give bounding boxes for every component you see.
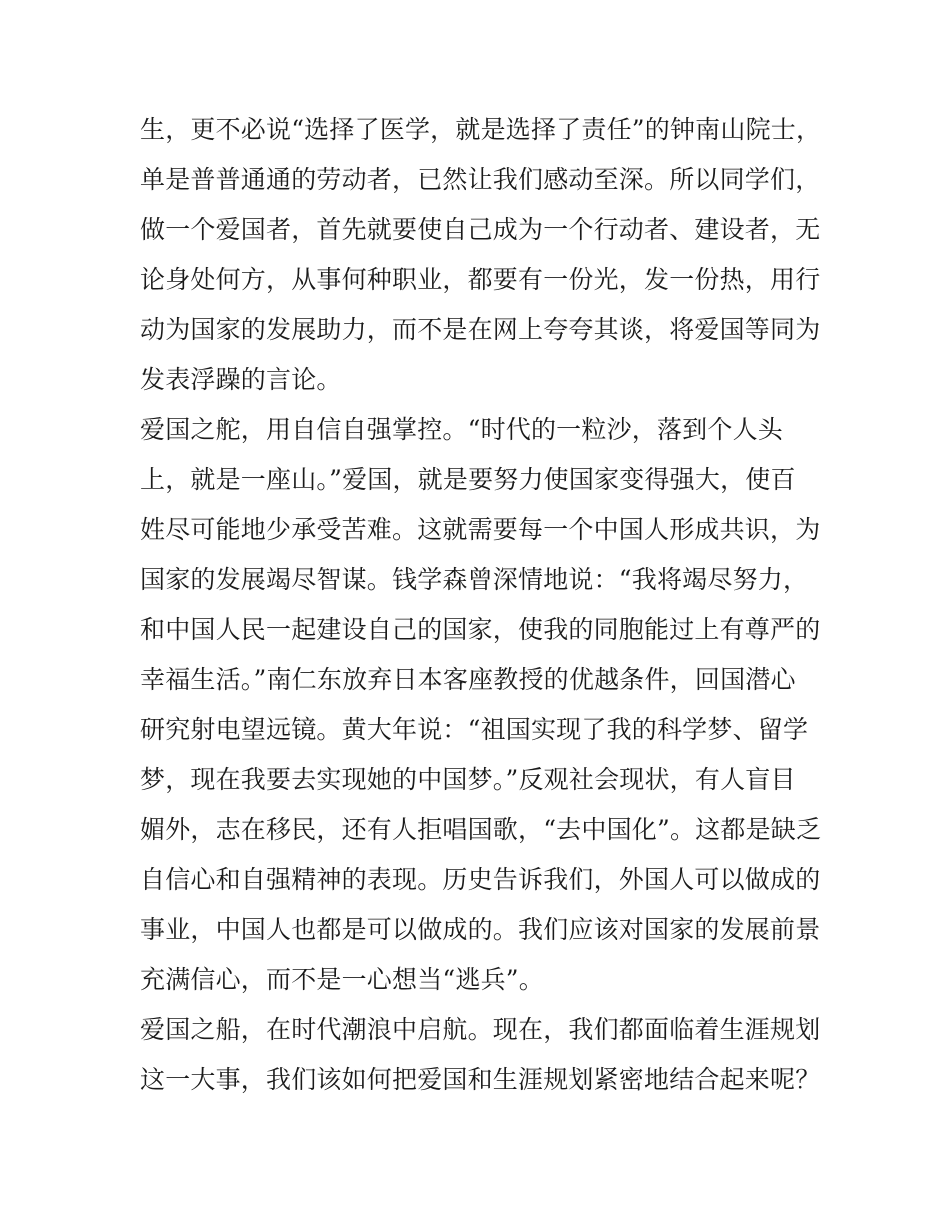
text-line: 研究射电望远镜。黄大年说：“祖国实现了我的科学梦、留学: [140, 715, 809, 744]
text-line: 生，更不必说“选择了医学，就是选择了责任”的钟南山院士，: [140, 115, 822, 144]
text-line: 幸福生活。”南仁东放弃日本客座教授的优越条件，回国潜心: [140, 665, 796, 694]
text-line: 论身处何方，从事何种职业，都要有一份光，发一份热，用行: [140, 265, 821, 294]
text-line: 爱国之舵，用自信自强掌控。“时代的一粒沙，落到个人头: [140, 415, 783, 444]
text-line: 动为国家的发展助力，而不是在网上夸夸其谈，将爱国等同为: [140, 315, 821, 344]
text-line: 梦，现在我要去实现她的中国梦。”反观社会现状，有人盲目: [140, 765, 796, 794]
text-line: 事业，中国人也都是可以做成的。我们应该对国家的发展前景: [140, 915, 821, 944]
text-line: 这一大事，我们该如何把爱国和生涯规划紧密地结合起来呢？: [140, 1065, 821, 1094]
text-line: 爱国之船，在时代潮浪中启航。现在，我们都面临着生涯规划: [140, 1015, 821, 1044]
text-line: 国家的发展竭尽智谋。钱学森曾深情地说：“我将竭尽努力，: [140, 565, 809, 594]
text-line: 媚外，志在移民，还有人拒唱国歌，“去中国化”。这都是缺乏: [140, 815, 822, 844]
text-line: 发表浮躁的言论。: [140, 365, 342, 394]
text-line: 做一个爱国者，首先就要使自己成为一个行动者、建设者，无: [140, 215, 821, 244]
text-line: 和中国人民一起建设自己的国家，使我的同胞能过上有尊严的: [140, 615, 821, 644]
text-line: 上，就是一座山。”爱国，就是要努力使国家变得强大，使百: [140, 465, 796, 494]
text-line: 自信心和自强精神的表现。历史告诉我们，外国人可以做成的: [140, 865, 821, 894]
text-line: 单是普普通通的劳动者，已然让我们感动至深。所以同学们，: [140, 165, 821, 194]
text-line: 充满信心，而不是一心想当“逃兵”。: [140, 965, 544, 994]
text-line: 姓尽可能地少承受苦难。这就需要每一个中国人形成共识，为: [140, 515, 821, 544]
